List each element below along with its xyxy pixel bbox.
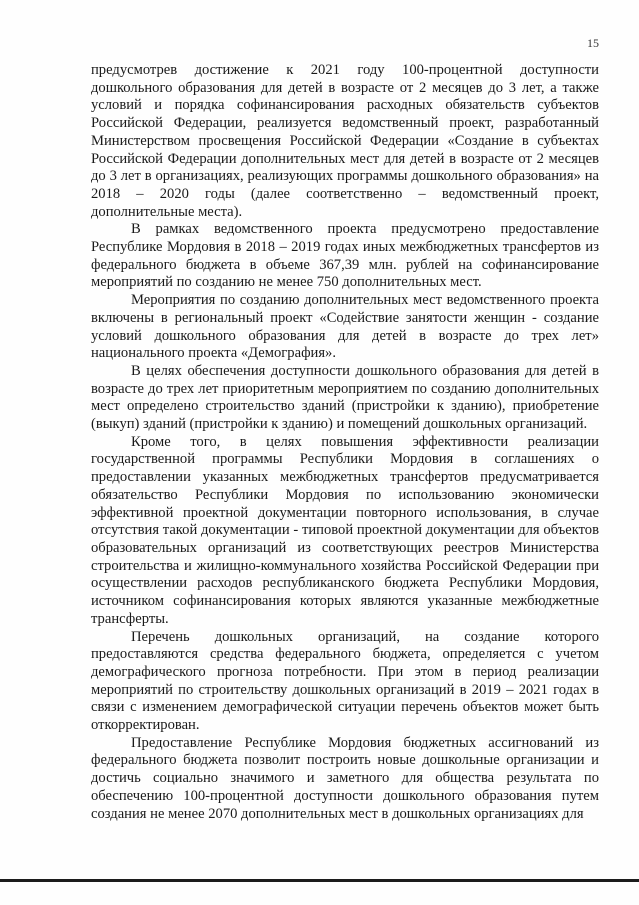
paragraph-efficiency-obligations: Кроме того, в целях повышения эффективности реализации государственной программы Республики Мордовия в соглашениях о предоставлении указанных межбюджетных трансфертов предусматривается обязательство Республики Мордовия по использованию экономически эффективной проектной документации повторного использования, в случае отсутствия такой документации - типовой проектной документации для объектов образовательных организаций из соответствующих реестров Министерства строительства и жилищно-коммунального хозяйства Российской Федерации при осуществлении расходов республиканского бюджета Республики Мордовия, источником софинансирования которых являются указанные межбюджетные трансферты. (91, 433, 599, 627)
paragraph-priority-measure: В целях обеспечения доступности дошкольного образования для детей в возрасте до трех лет приоритетным мероприятием по созданию дополнительных мест определено строительство зданий (пристройки к зданию), приобретение (выкуп) зданий (пристройки к зданию) и помещений дошкольных организаций. (91, 362, 599, 433)
paragraph-continuation: предусмотрев достижение к 2021 году 100-процентной доступности дошкольного образования для детей в возрасте от 2 месяцев до 3 лет, а также условий и порядка софинансирования расходных обязательств субъектов Российской Федерации, реализуется ведомственный проект, разработанный Министерством просвещения Российской Федерации «Создание в субъектах Российской Федерации дополнительных мест для детей в возрасте от 2 месяцев до 3 лет в организациях, реализующих программы дошкольного образования» на 2018 – 2020 годы (далее соответственно – ведомственный проект, дополнительные места). (91, 62, 599, 220)
document-body (91, 62, 599, 823)
paragraph-departmental-project-transfers: В рамках ведомственного проекта предусмотрено предоставление Республике Мордовия в 2018 – 2019 годах иных межбюджетных трансфертов из федерального бюджета в объеме 367,39 млн. рублей на софинансирование мероприятий по созданию не менее 750 дополнительных мест. (91, 221, 599, 291)
paragraph-regional-project: Мероприятия по созданию дополнительных мест ведомственного проекта включены в региональный проект «Содействие занятости женщин - создание условий дошкольного образования для детей в возрасте до трех лет» национального проекта «Демография». (91, 292, 599, 362)
bottom-scan-border (0, 879, 639, 882)
page-number: 15 (587, 36, 599, 50)
paragraph-federal-allocations: Предоставление Республике Мордовия бюджетных ассигнований из федерального бюджета позволит построить новые дошкольные организации и достичь социально значимого и заметного для общества результата по обеспечению 100-процентной доступности дошкольного образования путем создания не менее 2070 дополнительных мест в дошкольных организациях для (91, 734, 599, 822)
paragraph-list-of-organizations: Перечень дошкольных организаций, на создание которого предоставляются средства федерального бюджета, определяется с учетом демографического прогноза потребности. При этом в период реализации мероприятий по строительству дошкольных организаций в 2019 – 2021 годах в связи с изменением демографической ситуации перечень объектов может быть откорректирован. (91, 628, 599, 734)
